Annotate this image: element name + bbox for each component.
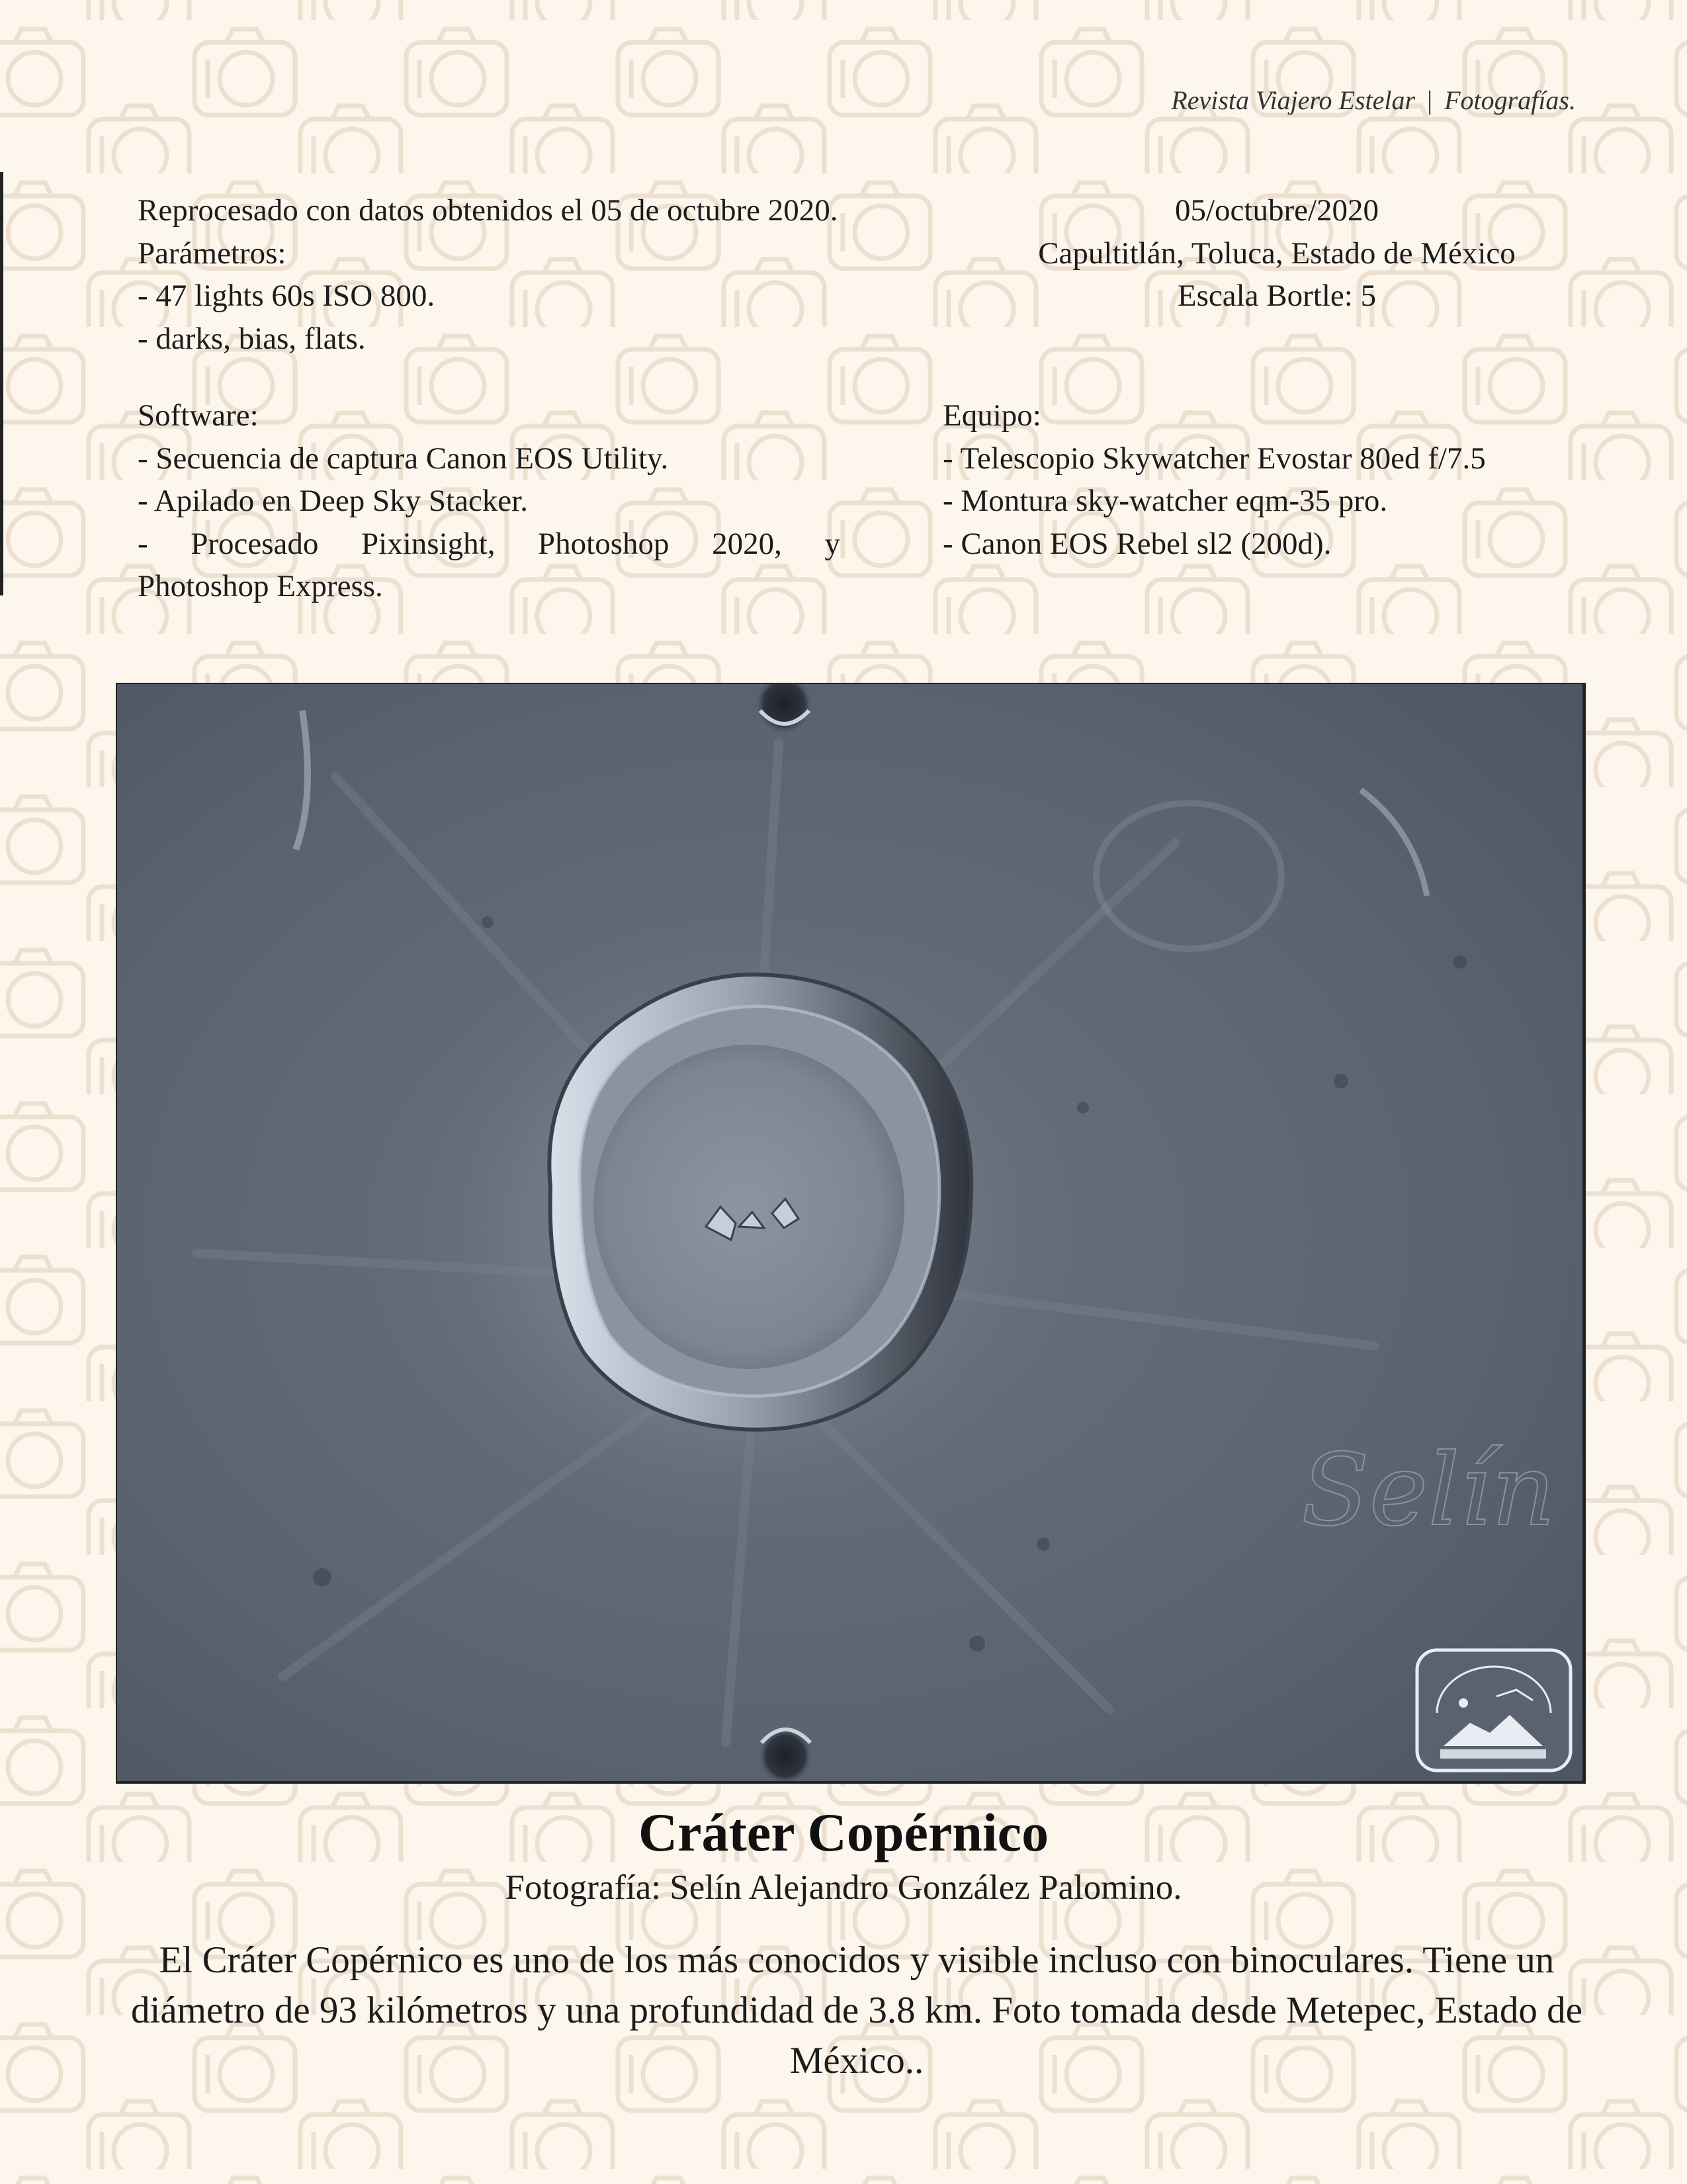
photo-credit: Fotografía: Selín Alejandro González Palomino. bbox=[505, 1868, 1182, 1907]
section-name: Fotografías. bbox=[1444, 85, 1576, 115]
software-item: - Apilado en Deep Sky Stacker. bbox=[138, 484, 528, 518]
software-item: - Secuencia de captura Canon EOS Utility. bbox=[138, 441, 669, 476]
capture-date: 05/octubre/2020 bbox=[1174, 193, 1379, 228]
software-info bbox=[138, 394, 840, 608]
software-heading: Software: bbox=[138, 398, 259, 433]
bortle-scale: Escala Bortle: 5 bbox=[1177, 279, 1377, 313]
software-item: Photoshop Express. bbox=[138, 569, 383, 603]
equipment-item: - Telescopio Skywatcher Evostar 80ed f/7.5 bbox=[943, 441, 1486, 476]
acquisition-line: Parámetros: bbox=[138, 236, 286, 271]
header-separator: | bbox=[1427, 85, 1433, 115]
capture-place: Capultitlán, Toluca, Estado de México bbox=[1038, 236, 1516, 271]
equipment-item: - Montura sky-watcher eqm-35 pro. bbox=[943, 484, 1388, 518]
acquisition-info bbox=[138, 189, 971, 360]
photo-description: El Cráter Copérnico es uno de los más conocidos y visible incluso con binoculares. Tiene un diámetro de 93 kilómetros y una profundidad de 3.8 km. Foto tomada desde Metepec, Estado de México.. bbox=[131, 1939, 1582, 2081]
equipment-info bbox=[943, 394, 1604, 565]
moon-surface-image bbox=[117, 684, 1582, 1781]
svg-text:Selín: Selín bbox=[1301, 1433, 1556, 1548]
page-edge-bar bbox=[0, 172, 3, 595]
equipment-heading: Equipo: bbox=[943, 398, 1041, 433]
crater-photo bbox=[116, 683, 1586, 1784]
equipment-item: - Canon EOS Rebel sl2 (200d). bbox=[943, 526, 1332, 561]
acquisition-line: - 47 lights 60s ISO 800. bbox=[138, 279, 435, 313]
publication-name: Revista Viajero Estelar bbox=[1171, 85, 1416, 115]
software-item: - Procesado Pixinsight, Photoshop 2020, y bbox=[138, 526, 840, 561]
location-info bbox=[976, 189, 1578, 318]
page-header bbox=[1171, 85, 1576, 116]
acquisition-line: - darks, bias, flats. bbox=[138, 321, 366, 356]
acquisition-line: Reprocesado con datos obtenidos el 05 de octubre 2020. bbox=[138, 193, 838, 228]
photo-title: Cráter Copérnico bbox=[638, 1802, 1049, 1862]
